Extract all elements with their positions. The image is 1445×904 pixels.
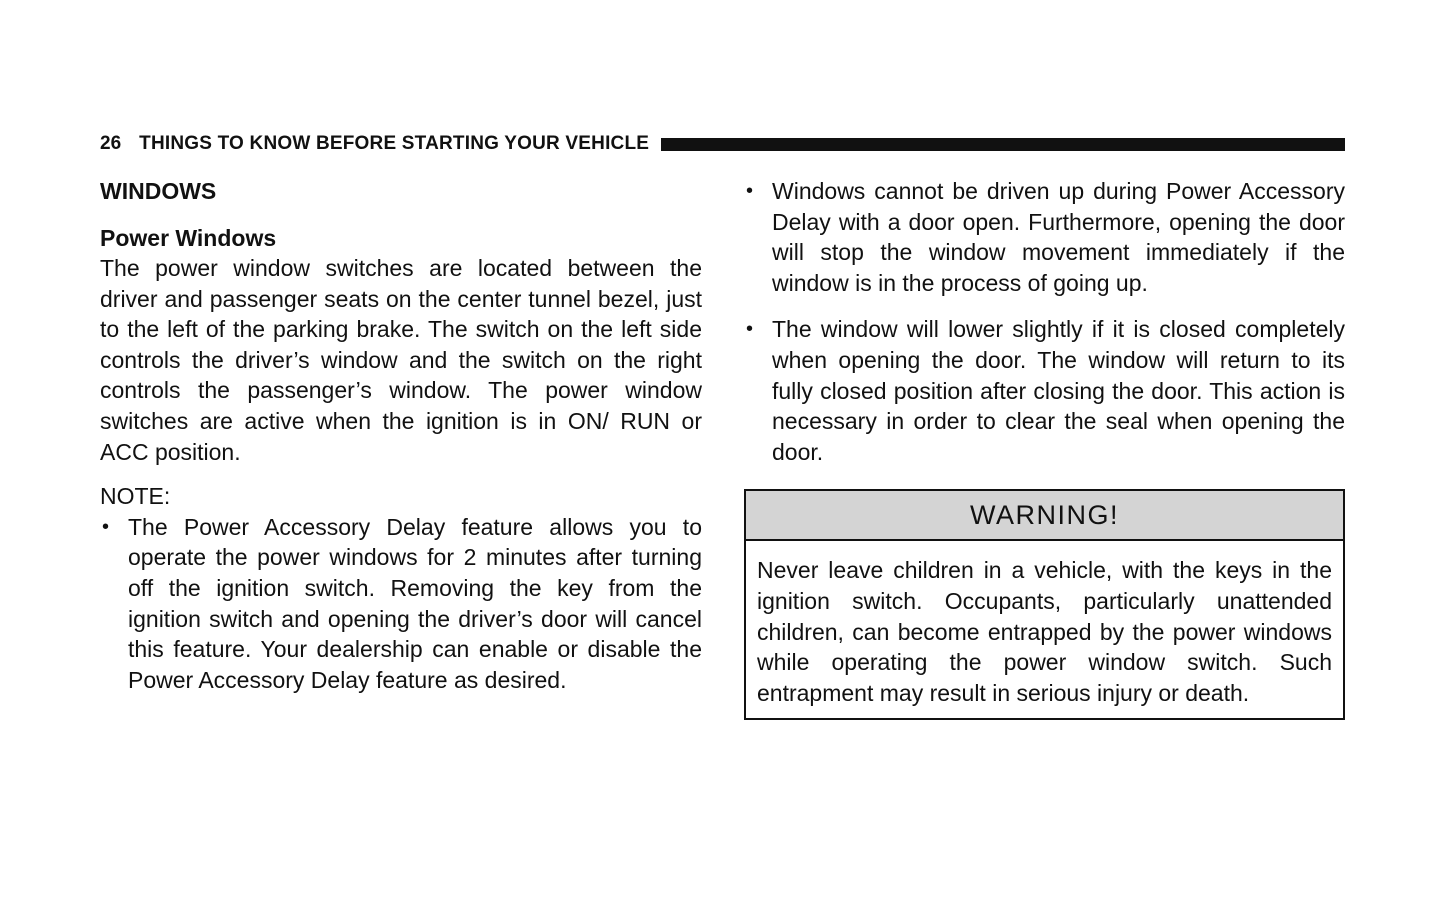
list-item-text: The window will lower slightly if it is closed completely when opening the door. The window will return to its fully closed position after closing the door. This action is necessary in order to clear the seal when opening the door. xyxy=(772,316,1345,465)
page-number: 26 xyxy=(100,133,122,154)
warning-text: Never leave children in a vehicle, with the keys in the ignition switch. Occupants, particularly unattended children, can become entrapped by the power windows while operating the power window switch. Such entrapment may result in serious injury or death. xyxy=(757,557,1332,706)
page-header xyxy=(100,131,1345,157)
section-title: THINGS TO KNOW BEFORE STARTING YOUR VEHICLE xyxy=(139,133,650,154)
warning-box xyxy=(744,489,1345,720)
note-list xyxy=(100,512,702,696)
bullet-icon: • xyxy=(746,318,754,341)
list-item xyxy=(744,176,1345,298)
page-title: WINDOWS xyxy=(100,178,217,204)
list-item-text: The Power Accessory Delay feature allows you to operate the power windows for 2 minutes after turning off the ignition switch. Removing the key from the ignition switch and opening the driver’s door will cancel this feature. Your dealership can enable or disable the Power Accessory Delay feature as desired. xyxy=(128,513,702,693)
note-label: NOTE: xyxy=(100,483,171,510)
right-column xyxy=(744,176,1345,720)
list-item xyxy=(744,314,1345,467)
list-item xyxy=(100,512,702,696)
subsection-title: Power Windows xyxy=(100,225,277,251)
header-rule xyxy=(661,138,1345,151)
bullet-icon: • xyxy=(102,515,110,538)
info-list xyxy=(744,176,1345,467)
bullet-icon: • xyxy=(746,180,754,202)
list-item-text: Windows cannot be driven up during Power Accessory Delay with a door open. Furthermore, opening the door will stop the window movement immediately if the window is in the process of going up. xyxy=(772,178,1345,296)
left-column xyxy=(100,176,702,695)
warning-title: WARNING! xyxy=(746,491,1343,541)
intro-paragraph: The power window switches are located between the driver and passenger seats on the center tunnel bezel, just to the left of the parking brake. The switch on the left side controls the driver’s window and the switch on the right controls the passenger’s window. The power window switches are active when the ignition is in ON/ RUN or ACC position. xyxy=(100,255,702,465)
